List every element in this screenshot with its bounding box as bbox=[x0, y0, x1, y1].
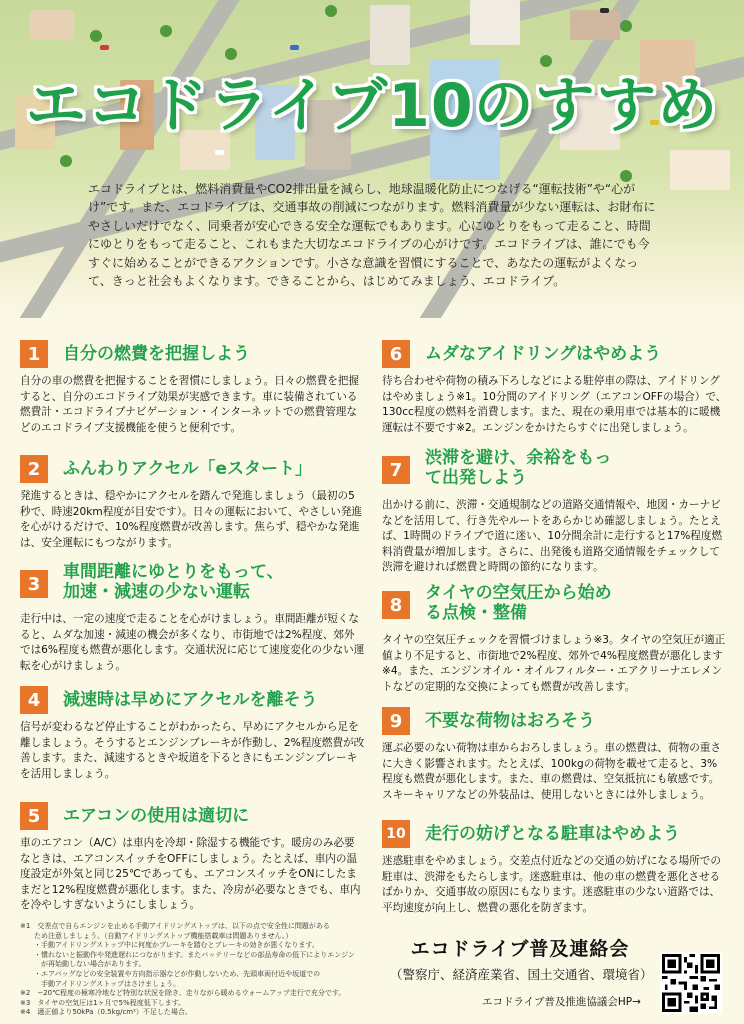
tip-10 bbox=[382, 820, 727, 916]
tip-text: 車のエアコン（A/C）は車内を冷却・除湿する機能です。暖房のみ必要なときは、エアコンスイッチをOFFにしましょう。たとえば、車内の温度設定が外気と同じ25℃であっても、エアコンスイッチをONにしたままだと12%程度燃費が悪化します。また、冷房が必要なときでも、車内を冷やしすぎないようにしましょう。 bbox=[20, 837, 361, 912]
tip-title: ムダなアイドリングはやめよう bbox=[425, 344, 662, 364]
tip-9 bbox=[382, 707, 727, 803]
organization-members: （警察庁、経済産業省、国土交通省、環境省） bbox=[390, 967, 653, 982]
tip-1 bbox=[20, 340, 365, 436]
qr-code-icon[interactable] bbox=[660, 952, 722, 1014]
footnote-line: ・エアバッグなどの安全装置や方向指示器などが作動しないため、先頭車両付近や坂道での bbox=[20, 969, 321, 978]
tip-5 bbox=[20, 802, 365, 914]
tip-text: 運ぶ必要のない荷物は車からおろしましょう。車の燃費は、荷物の重さに大きく影響されます。たとえば、100kgの荷物を載せて走ると、3%程度も燃費が悪化します。また、車の燃費は、空気抵抗にも敏感です。スキーキャリアなどの外装品は、使用しないときには外しましょう。 bbox=[382, 742, 721, 801]
tip-text: 発進するときは、穏やかにアクセルを踏んで発進しましょう（最初の5秒で、時速20km程度が目安です）。日々の運転において、やさしい発進を心がけるだけで、10%程度燃費が改善します。焦らず、穏やかな発進は、安全運転にもつながります。 bbox=[20, 490, 363, 549]
tip-text: 出かける前に、渋滞・交通規制などの道路交通情報や、地図・カーナビなどを活用して、行き先やルートをあらかじめ確認しましょう。たとえば、1時間のドライブで道に迷い、10分間余計に走行すると17%程度燃料消費量が増加します。さらに、出発後も道路交通情報をチェックして渋滞を避ければ燃費と時間の節約になります。 bbox=[382, 499, 723, 574]
organization-block bbox=[390, 934, 653, 983]
tip-number-badge: 9 bbox=[382, 707, 410, 735]
footnote-line: ため注意しましょう。（自動アイドリングストップ機能搭載車は問題ありません。） bbox=[20, 931, 293, 940]
organization-name: エコドライブ普及連絡会 bbox=[410, 938, 630, 960]
tip-text: 迷惑駐車をやめましょう。交差点付近などの交通の妨げになる場所での駐車は、渋滞をもたらします。迷惑駐車は、他の車の燃費を悪化させるばかりか、交通事故の原因にもなります。迷惑駐車の少ない道路では、平均速度が向上し、燃費の悪化を防ぎます。 bbox=[382, 855, 721, 914]
tip-number-badge: 7 bbox=[382, 456, 410, 484]
tip-text: 待ち合わせや荷物の積み下ろしなどによる駐停車の際は、アイドリングはやめましょう※1。10分間のアイドリング（エアコンOFFの場合）で、130cc程度の燃料を消費します。また、現在の乗用車では基本的に暖機運転は不要です※2。エンジンをかけたらすぐに出発しましょう。 bbox=[382, 375, 727, 434]
tip-text: タイヤの空気圧チェックを習慣づけましょう※3。タイヤの空気圧が適正値より不足すると、市街地で2%程度、郊外で4%程度燃費が悪化します※4。また、エンジンオイル・オイルフィルター・エアクリーナエレメントなどの定期的な交換によっても燃費が改善します。 bbox=[382, 634, 726, 693]
footnotes bbox=[20, 922, 366, 1018]
footnote-line: ※1 交差点で自らエンジンを止める手動アイドリングストップは、以下の点で安全性に問題がある bbox=[20, 922, 330, 930]
tip-title: 自分の燃費を把握しよう bbox=[63, 344, 250, 364]
tip-3 bbox=[20, 562, 365, 674]
tip-title: ふんわりアクセル「eスタート」 bbox=[63, 459, 313, 479]
tip-number-badge: 10 bbox=[382, 820, 410, 848]
tip-2 bbox=[20, 455, 365, 551]
footnote-line: ※3 タイヤの空気圧は1ヶ月で5%程度低下します。 bbox=[20, 998, 186, 1007]
tip-4 bbox=[20, 686, 365, 782]
tip-title: タイヤの空気圧から始める点検・整備 bbox=[425, 583, 612, 623]
tip-number-badge: 2 bbox=[20, 455, 48, 483]
page-title: エコドライブ10のすすめ bbox=[25, 71, 719, 141]
tip-6 bbox=[382, 340, 727, 436]
footnote-line: ・慣れないと振動作や発進遅れにつながります。またバッテリーなどの部品寿命の低下によりエンジン bbox=[20, 950, 355, 959]
tip-title: 車間距離にゆとりをもって、加速・減速の少ない運転 bbox=[63, 562, 284, 602]
footnote-line: ・手動アイドリングストップ中に何度かブレーキを踏むとブレーキの効きが悪くなります。 bbox=[20, 941, 319, 950]
intro-paragraph: エコドライブとは、燃料消費量やCO2排出量を減らし、地球温暖化防止につなげる“運転技術”や“心がけ”です。また、エコドライブは、交通事故の削減につながります。燃料消費量が少ない運転は、お財布にやさしいだけでなく、同乗者が安心できる安全な運転でもあります。心にゆとりをもって走ること、時間にゆとりをもって走ること、これもまた大切なエコドライブの心がけです。エコドライブは、誰にでも今すぐに始めることができるアクションです。小さな意識を習慣にすることで、あなたの運転がよくなって、きっと社会もよくなります。できることから、はじめてみましょう、エコドライブ。 bbox=[88, 182, 656, 289]
footnote-line: ※2 −20℃程度の極寒冷地など特別な状況を除き、走りながら暖めるウォームアップ走行で充分です。 bbox=[20, 989, 346, 998]
footnote-line: 手動アイドリングストップはさけましょう。 bbox=[20, 979, 180, 988]
tip-number-badge: 3 bbox=[20, 570, 48, 598]
tip-title: 走行の妨げとなる駐車はやめよう bbox=[425, 824, 680, 844]
tip-text: 走行中は、一定の速度で走ることを心がけましょう。車間距離が短くなると、ムダな加速・減速の機会が多くなり、市街地では2%程度、郊外では6%程度も燃費が悪化します。交通状況に応じて速度変化の少ない運転を心がけましょう。 bbox=[20, 613, 365, 672]
tip-text: 信号が変わるなど停止することがわかったら、早めにアクセルから足を離しましょう。そうするとエンジンブレーキが作動し、2%程度燃費が改善します。また、減速するときや坂道を下るときにもエンジンブレーキを活用しましょう。 bbox=[20, 721, 365, 780]
footnote-line: が再始動しない場合があります。 bbox=[20, 960, 146, 969]
footnote-line: ※4 適正値より50kPa（0.5kg/cm²）不足した場合。 bbox=[20, 1008, 192, 1017]
tip-number-badge: 4 bbox=[20, 686, 48, 714]
tip-number-badge: 8 bbox=[382, 591, 410, 619]
tip-7 bbox=[382, 448, 727, 576]
tip-number-badge: 1 bbox=[20, 340, 48, 368]
homepage-link[interactable]: エコドライブ普及推進協議会HP→ bbox=[482, 996, 641, 1008]
tip-number-badge: 5 bbox=[20, 802, 48, 830]
tip-title: エアコンの使用は適切に bbox=[63, 806, 250, 826]
tip-number-badge: 6 bbox=[382, 340, 410, 368]
tip-8 bbox=[382, 583, 727, 695]
tip-text: 自分の車の燃費を把握することを習慣にしましょう。日々の燃費を把握すると、自分のエコドライブ効果が実感できます。車に装備されている燃費計・エコドライブナビゲーション・インターネットでの燃費管理などのエコドライブ支援機能を使うと便利です。 bbox=[20, 375, 359, 434]
tip-title: 不要な荷物はおろそう bbox=[425, 711, 595, 731]
tip-title: 減速時は早めにアクセルを離そう bbox=[63, 690, 318, 710]
tip-title: 渋滞を避け、余裕をもって出発しよう bbox=[425, 448, 612, 488]
